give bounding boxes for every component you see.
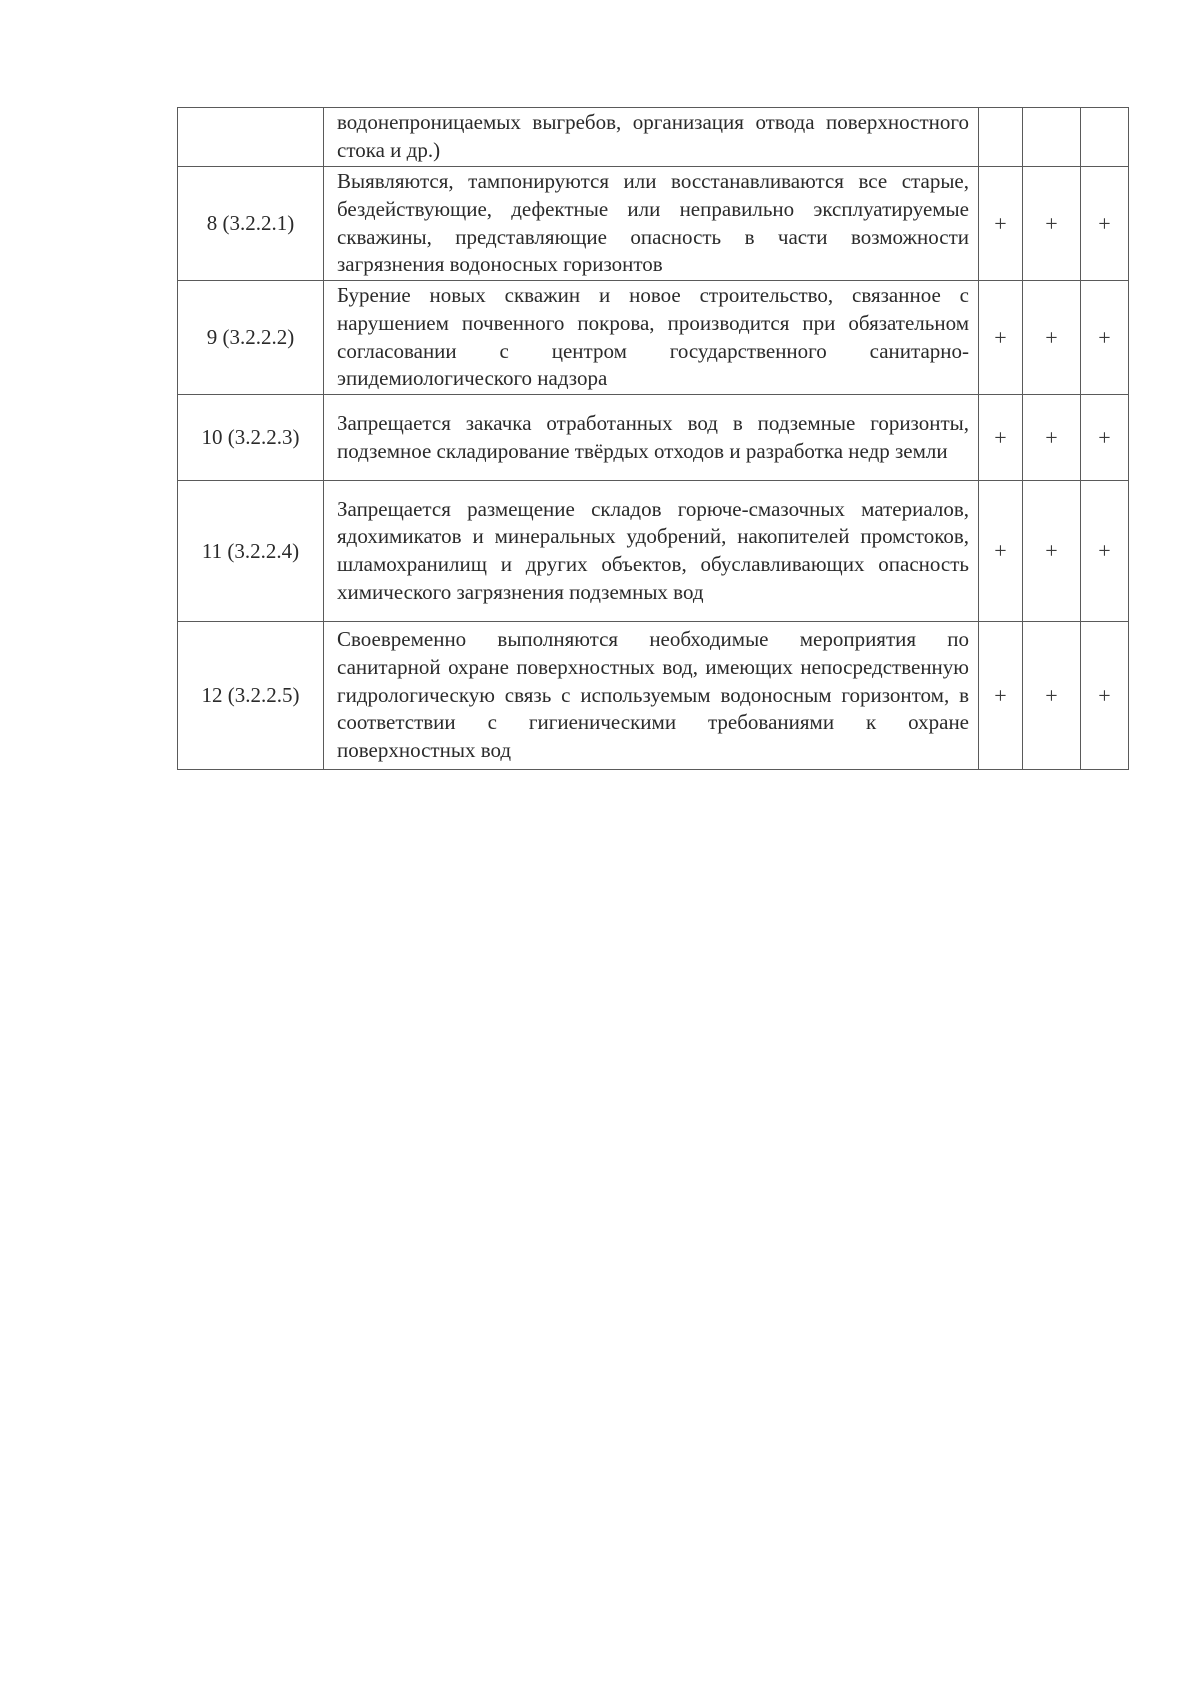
requirement-text: Бурение новых скважин и новое строительство, связанное с нарушением почвенного покрова, производится при обязательном согласовании с центром государственного санитарно-эпидемиологического надзора (324, 281, 979, 395)
mark-cell: + (1023, 395, 1081, 481)
row-number: 11 (3.2.2.4) (178, 481, 324, 622)
mark-cell: + (979, 481, 1023, 622)
row-number: 10 (3.2.2.3) (178, 395, 324, 481)
requirement-text: Запрещается размещение складов горюче-смазочных материалов, ядохимикатов и минеральных удобрений, накопителей промстоков, шламохранилищ и других объектов, обуславливающих опасность химического загрязнения подземных вод (324, 481, 979, 622)
mark-cell: + (1081, 281, 1129, 395)
table-row (178, 167, 1129, 281)
mark-cell: + (1023, 281, 1081, 395)
row-number: 9 (3.2.2.2) (178, 281, 324, 395)
requirement-text: Своевременно выполняются необходимые мероприятия по санитарной охране поверхностных вод, имеющих непосредственную гидрологическую связь с используемым водоносным горизонтом, в соответствии с гигиеническими требованиями к охране поверхностных вод (324, 622, 979, 770)
mark-cell: + (979, 167, 1023, 281)
mark-cell: + (1081, 167, 1129, 281)
mark-cell: + (1023, 481, 1081, 622)
mark-cell: + (1023, 167, 1081, 281)
table-row (178, 622, 1129, 770)
requirement-text: водонепроницаемых выгребов, организация отвода поверхностного стока и др.) (324, 108, 979, 167)
table-row (178, 281, 1129, 395)
mark-cell: + (1081, 395, 1129, 481)
mark-cell: + (1023, 622, 1081, 770)
mark-cell: + (979, 622, 1023, 770)
row-number: 12 (3.2.2.5) (178, 622, 324, 770)
requirement-text: Выявляются, тампонируются или восстанавливаются все старые, бездействующие, дефектные или неправильно эксплуатируемые скважины, представляющие опасность в части возможности загрязнения водоносных горизонтов (324, 167, 979, 281)
table-row (178, 108, 1129, 167)
mark-cell: + (1081, 481, 1129, 622)
mark-cell (1081, 108, 1129, 167)
table-row (178, 395, 1129, 481)
row-number: 8 (3.2.2.1) (178, 167, 324, 281)
requirement-text: Запрещается закачка отработанных вод в подземные горизонты, подземное складирование твёрдых отходов и разработка недр земли (324, 395, 979, 481)
mark-cell (979, 108, 1023, 167)
requirements-table (177, 107, 1129, 770)
table-row (178, 481, 1129, 622)
mark-cell (1023, 108, 1081, 167)
mark-cell: + (979, 281, 1023, 395)
row-number (178, 108, 324, 167)
mark-cell: + (979, 395, 1023, 481)
mark-cell: + (1081, 622, 1129, 770)
